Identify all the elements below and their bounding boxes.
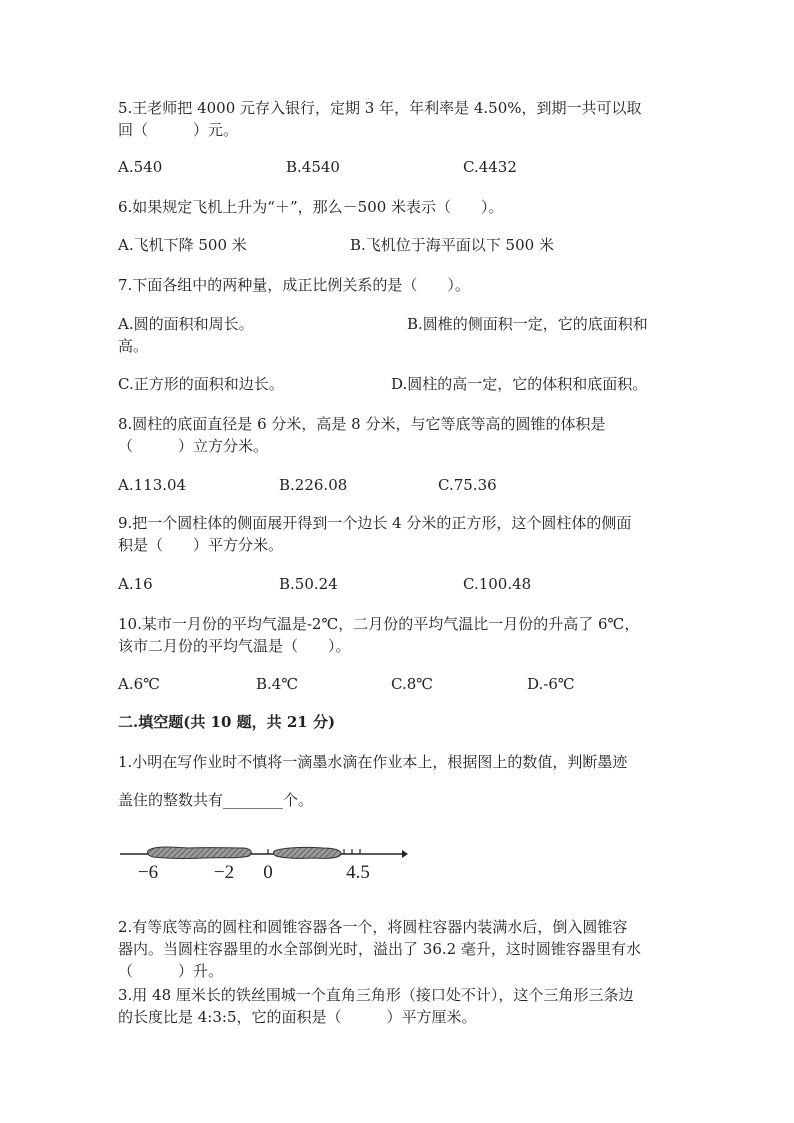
f1-stem-line2: 盖住的整数共有________个。 [118,791,314,809]
q10-option-d: D.-6℃ [527,675,575,693]
ink-blot-left [147,847,251,858]
label-neg6: −6 [137,862,159,883]
number-line-figure [118,838,418,888]
q7-option-a: A.圆的面积和周长。 [118,315,254,333]
q7-option-b: B.圆椎的侧面积一定，它的底面积和 [407,315,648,333]
q10-option-c: C.8℃ [391,675,434,693]
ink-blot-right [273,847,341,858]
f3-stem-line2: 的长度比是 4:3:5，它的面积是（ ）平方厘米。 [118,1008,477,1026]
q8-stem-line1: 8.圆柱的底面直径是 6 分米，高是 8 分米，与它等底等高的圆锥的体积是 [118,415,606,433]
label-neg2: −2 [213,862,235,883]
axis-arrow-icon [402,850,408,858]
q7-stem: 7.下面各组中的两种量，成正比例关系的是（ ）。 [118,276,470,294]
q9-stem-line1: 9.把一个圆柱体的侧面展开得到一个边长 4 分米的正方形，这个圆柱体的侧面 [118,514,632,532]
f1-stem-line1: 1.小明在写作业时不慎将一滴墨水滴在作业本上，根据图上的数值，判断墨迹 [118,753,628,771]
q5-stem-line2: 回（ ）元。 [118,121,239,139]
q8-option-c: C.75.36 [438,476,497,494]
label-zero: 0 [263,862,273,883]
q6-stem: 6.如果规定飞机上升为“＋”，那么－500 米表示（ ）。 [118,198,504,216]
q7-option-b-cont: 高。 [118,337,149,355]
q6-option-b: B.飞机位于海平面以下 500 米 [350,236,554,254]
section-heading: 二.填空题(共 10 题，共 21 分) [118,713,336,731]
q8-option-a: A.113.04 [118,476,187,494]
q7-option-d: D.圆柱的高一定，它的体积和底面积。 [391,375,648,393]
q8-option-b: B.226.08 [279,476,348,494]
f2-stem-line2: 器内。当圆柱容器里的水全部倒光时，溢出了 36.2 毫升，这时圆锥容器里有水 [118,940,641,958]
f2-stem-line3: （ ）升。 [118,962,224,980]
q5-option-a: A.540 [118,158,163,176]
q6-option-a: A.飞机下降 500 米 [118,236,247,254]
label-4-5: 4.5 [346,862,370,883]
q5-stem-line1: 5.王老师把 4000 元存入银行，定期 3 年，年利率是 4.50%，到期一共可以取 [118,99,642,117]
q9-option-b: B.50.24 [279,575,338,593]
q8-stem-line2: （ ）立方分米。 [118,437,269,455]
q5-option-b: B.4540 [286,158,340,176]
f3-stem-line1: 3.用 48 厘米长的铁丝围城一个直角三角形（接口处不计），这个三角形三条边 [118,986,634,1004]
q9-option-c: C.100.48 [463,575,532,593]
q5-option-c: C.4432 [463,158,517,176]
q10-stem-line2: 该市二月份的平均气温是（ ）。 [118,637,351,655]
q9-option-a: A.16 [118,575,153,593]
q9-stem-line2: 积是（ ）平方分米。 [118,536,284,554]
q10-stem-line1: 10.某市一月份的平均气温是-2℃，二月份的平均气温比一月份的升高了 6℃， [118,615,640,633]
f2-stem-line1: 2.有等底等高的圆柱和圆锥容器各一个，将圆柱容器内装满水后，倒入圆锥容 [118,918,628,936]
q7-option-c: C.正方形的面积和边长。 [118,375,284,393]
q10-option-b: B.4℃ [256,675,299,693]
q10-option-a: A.6℃ [118,675,160,693]
